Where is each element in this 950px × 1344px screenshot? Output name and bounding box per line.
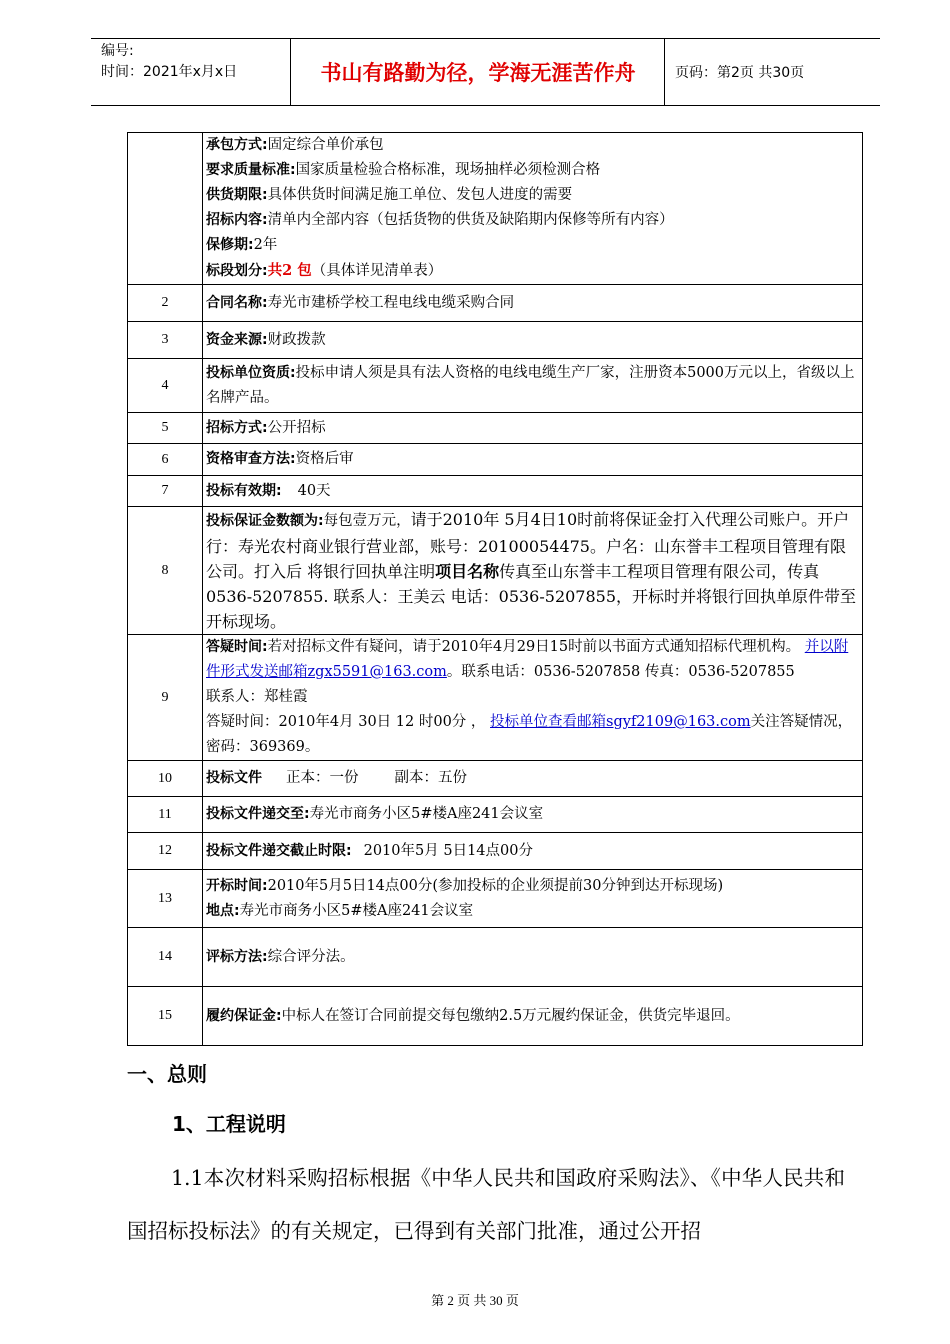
table-row [128, 507, 863, 635]
row-content [203, 928, 863, 987]
body-paragraph [127, 1152, 845, 1258]
row-number: 9 [128, 635, 203, 761]
row-content [203, 635, 863, 761]
field-value: 综合评分法。 [267, 948, 355, 965]
row-content [203, 285, 863, 322]
row-number: 3 [128, 322, 203, 359]
field-value: 每包壹万元， [323, 513, 411, 529]
field-label: 合同名称: [206, 294, 268, 311]
field-value: 国家质量检验合格标准，现场抽样必须检测合格 [295, 162, 601, 178]
field-value: 正本：一份 [286, 770, 359, 786]
table-row [128, 761, 863, 797]
field-label: 投标有效期: [206, 482, 282, 499]
row-content [203, 322, 863, 359]
row-content [203, 413, 863, 444]
table-row [128, 285, 863, 322]
field-value: 2010年5月 5日14点00分 [363, 842, 533, 859]
row-number: 2 [128, 285, 203, 322]
table-row [128, 797, 863, 833]
email-link-1[interactable]: 并以附件形式发送邮箱zgx5591@163.com [206, 639, 849, 680]
field-label: 承包方式: [206, 137, 268, 153]
field-value: 2年 [253, 237, 278, 253]
field-value: 寿光市建桥学校工程电线电缆采购合同 [267, 294, 515, 311]
field-value: 若对招标文件有疑问，请于2010年4月29日15时前以书面方式通知招标代理机构。 [267, 639, 801, 655]
field-label: 评标方法: [206, 948, 268, 965]
field-value: 投标申请人须是具有法人资格的电线电缆生产厂家，注册资本5000万元以上，省级以上名牌产品。 [206, 364, 855, 406]
row-content [203, 507, 863, 635]
table-row [128, 413, 863, 444]
field-label: 答疑时间: [206, 639, 268, 655]
field-label: 招标方式: [206, 419, 268, 436]
row-number: 10 [128, 761, 203, 797]
field-value: 公开招标 [267, 419, 326, 436]
row-content [203, 476, 863, 507]
table-row [128, 987, 863, 1046]
row-content [203, 870, 863, 928]
document-number-label: 编号: [101, 43, 134, 59]
field-value: 联系人：郑桂霞 [206, 689, 308, 705]
field-value: 清单内全部内容（包括货物的供货及缺陷期内保修等所有内容） [267, 212, 674, 228]
field-value: 2010年5月5日14点00分(参加投标的企业须提前30分钟到达开标现场) [267, 877, 724, 894]
row-number: 4 [128, 359, 203, 413]
field-value: 中标人在签订合同前提交每包缴纳2.5万元履约保证金，供货完毕退回。 [281, 1007, 740, 1024]
field-label: 投标单位资质: [206, 364, 296, 381]
row-content [203, 359, 863, 413]
field-label: 招标内容: [206, 212, 268, 228]
row-number: 14 [128, 928, 203, 987]
field-label: 开标时间: [206, 877, 268, 894]
field-value: 传真至山东誉丰工程项目管理有限公司，传真0536-5207855. 联系人：王美云 电话：0536-5207855，开标时并将银行回执单原件带至开标现场。 [206, 562, 857, 631]
field-label: 投标文件递交至: [206, 806, 310, 822]
field-label: 要求质量标准: [206, 162, 296, 178]
table-row [128, 322, 863, 359]
field-label: 投标文件递交截止时限: [206, 842, 352, 859]
header-meta [91, 39, 291, 105]
row-number: 15 [128, 987, 203, 1046]
table-row [128, 476, 863, 507]
row-number: 6 [128, 444, 203, 476]
page-footer: 第 2 页 共 30 页 [431, 1293, 519, 1308]
document-time-label: 时间：2021年x月x日 [101, 64, 238, 80]
row-number: 5 [128, 413, 203, 444]
field-value: 。联系电话：0536-5207858 传真：0536-5207855 [446, 664, 795, 680]
table-row [128, 635, 863, 761]
row-content [203, 797, 863, 833]
field-value: 请于2010年 5月4日10时前将保证金打入代理公司账户。开户行：寿光农村商业银行营业部，账号：20100054475。户名：山东誉丰工程项目管理有限公司。打入后 将银行回执单注明 [206, 510, 850, 581]
table-row [128, 870, 863, 928]
field-value: 答疑时间：2010年4月 30日 12 时00分 ， [206, 714, 486, 730]
field-value: 固定综合单价承包 [267, 137, 384, 153]
table-row [128, 833, 863, 870]
field-value: 寿光市商务小区5#楼A座241会议室 [309, 806, 544, 822]
field-value: 关注答疑情况，密码：369369。 [206, 714, 853, 755]
table-row [128, 133, 863, 285]
row-number: 7 [128, 476, 203, 507]
field-label: 资格审查方法: [206, 451, 296, 467]
bid-info-table [127, 132, 863, 1046]
row-number: 11 [128, 797, 203, 833]
package-count: 共2 包 [267, 262, 312, 279]
field-value: 40天 [297, 482, 331, 499]
section-heading: 一、总则 [127, 1062, 207, 1086]
field-label: 供货期限: [206, 187, 268, 203]
field-label: 地点: [206, 902, 240, 919]
table-row [128, 928, 863, 987]
field-label: 保修期: [206, 237, 254, 253]
row-content [203, 133, 863, 285]
email-link-2[interactable]: 投标单位查看邮箱sgyf2109@163.com [490, 714, 751, 730]
field-label: 投标文件 [206, 770, 262, 786]
row-number: 8 [128, 507, 203, 635]
field-value: 财政拨款 [267, 331, 326, 348]
row-number: 13 [128, 870, 203, 928]
row-content [203, 761, 863, 797]
field-value: 具体供货时间满足施工单位、发包人进度的需要 [267, 187, 573, 203]
field-value: 资格后审 [295, 451, 354, 467]
header-page-label: 页码：第2页 共30页 [675, 65, 805, 81]
field-label: 投标保证金数额为: [206, 513, 324, 529]
table-row [128, 444, 863, 476]
page-header [91, 38, 880, 106]
field-value: 副本：五份 [394, 770, 467, 786]
paragraph-text: 1.1本次材料采购招标根据《中华人民共和国政府采购法》、《中华人民共和国招标投标法》的有关规定，已得到有关部门批准，通过公开招 [127, 1166, 845, 1243]
project-name-emphasis: 项目名称 [435, 562, 500, 581]
field-label: 标段划分: [206, 263, 268, 279]
table-row [128, 359, 863, 413]
header-motto: 书山有路勤为径，学海无涯苦作舟 [292, 39, 665, 105]
row-content [203, 444, 863, 476]
field-value: 寿光市商务小区5#楼A座241会议室 [239, 902, 474, 919]
field-value: （具体详见清单表） [311, 263, 443, 279]
field-label: 履约保证金: [206, 1007, 282, 1024]
subsection-heading: 1、工程说明 [172, 1112, 286, 1136]
row-number [128, 133, 203, 285]
row-content [203, 833, 863, 870]
row-content [203, 987, 863, 1046]
field-label: 资金来源: [206, 331, 268, 348]
row-number: 12 [128, 833, 203, 870]
